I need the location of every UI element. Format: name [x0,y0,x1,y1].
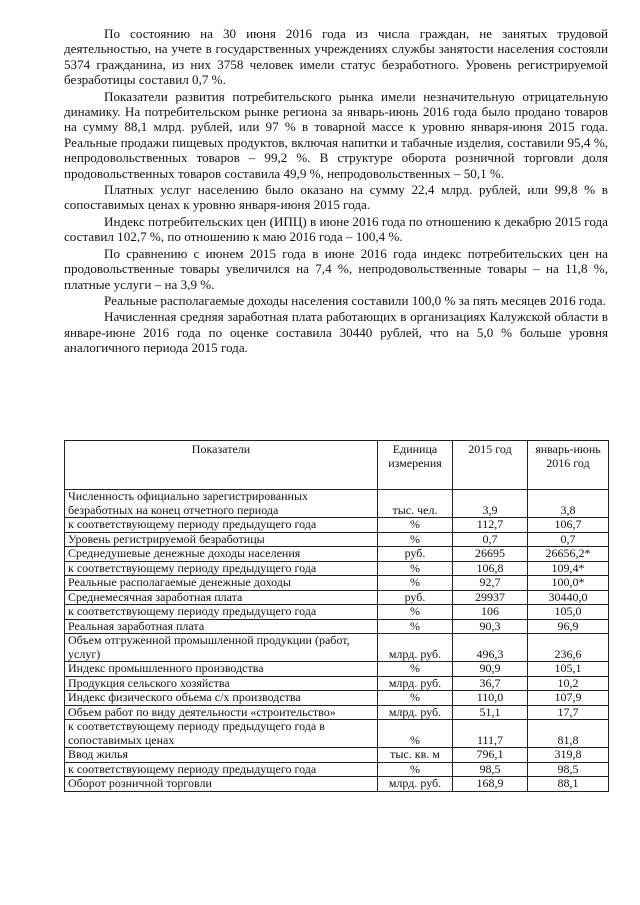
paragraph-real-income: Реальные располагаемые доходы населения составили 100,0 % за пять месяцев 2016 года. [104,292,606,308]
row-value-2015: 0,7 [453,532,528,547]
row-value-2015: 98,5 [453,762,528,777]
row-unit: % [378,561,453,576]
indicators-table [64,440,609,792]
table-row [65,490,609,518]
row-label: Среднемесячная заработная плата [65,590,378,605]
table-body [65,490,609,792]
row-unit: % [378,532,453,547]
header-2016: январь-июнь 2016 год [528,441,609,490]
table-row [65,676,609,691]
table-header-row [65,441,609,490]
report-text [64,26,608,356]
row-unit: млрд. руб. [378,705,453,720]
row-value-2015: 29937 [453,590,528,605]
row-unit: руб. [378,547,453,562]
row-value-2015: 496,3 [453,634,528,662]
row-label: Объем отгруженной промышленной продукции (работ, услуг) [65,634,378,662]
row-unit: % [378,576,453,591]
row-label: Индекс промышленного производства [65,662,378,677]
row-label: к соответствующему периоду предыдущего года [65,561,378,576]
row-label: Оборот розничной торговли [65,777,378,792]
row-unit: % [378,619,453,634]
row-value-2015: 110,0 [453,691,528,706]
table-row [65,590,609,605]
header-indicator: Показатели [65,441,378,490]
table-row [65,634,609,662]
row-unit: % [378,605,453,620]
paragraph-cpi-comparison: По сравнению с июнем 2015 года в июне 2016 года индекс потребительских цен на продовольственные товары увеличился на 7,4 %, непродовольственные товары – на 11,8 %, платные услуги – на 3,9 %. [64,245,608,292]
row-value-2015: 36,7 [453,676,528,691]
row-value-2015: 90,9 [453,662,528,677]
row-value-2016: 107,9 [528,691,609,706]
paragraph-unemployment: По состоянию на 30 июня 2016 года из числа граждан, не занятых трудовой деятельностью, на учете в государственных учреждениях службы занятости населения состояли 5374 гражданина, из них 3758 человек имели статус безработного. Уровень регистрируемой безработицы составил 0,7 %. [64,26,608,88]
row-value-2016: 3,8 [528,490,609,518]
row-label: к соответствующему периоду предыдущего года в сопоставимых ценах [65,720,378,748]
row-unit: млрд. руб. [378,676,453,691]
table-row [65,691,609,706]
paragraph-salary: Начисленная средняя заработная плата работающих в организациях Калужской области в январе-июне 2016 года по оценке составила 30440 рублей, что на 5,0 % больше уровня аналогичного периода 2015 года. [64,309,608,356]
row-value-2016: 236,6 [528,634,609,662]
table-row [65,762,609,777]
table-row [65,532,609,547]
row-value-2016: 30440,0 [528,590,609,605]
row-label: Численность официально зарегистрированных безработных на конец отчетного периода [65,490,378,518]
row-value-2016: 26656,2* [528,547,609,562]
row-value-2016: 100,0* [528,576,609,591]
row-value-2015: 92,7 [453,576,528,591]
row-value-2016: 88,1 [528,777,609,792]
row-value-2016: 81,8 [528,720,609,748]
table-row [65,619,609,634]
paragraph-cpi: Индекс потребительских цен (ИПЦ) в июне 2016 года по отношению к декабрю 2015 года составил 102,7 %, по отношению к маю 2016 года – 100,4 %. [64,213,608,245]
table-row [65,720,609,748]
row-label: Ввод жилья [65,748,378,763]
row-value-2015: 90,3 [453,619,528,634]
row-value-2016: 109,4* [528,561,609,576]
row-unit: тыс. кв. м [378,748,453,763]
table-row [65,748,609,763]
row-label: Продукция сельского хозяйства [65,676,378,691]
row-label: Уровень регистрируемой безработицы [65,532,378,547]
row-value-2016: 105,0 [528,605,609,620]
header-2015: 2015 год [453,441,528,490]
row-value-2016: 105,1 [528,662,609,677]
row-label: к соответствующему периоду предыдущего года [65,605,378,620]
paragraph-consumer-market: Показатели развития потребительского рынка имели незначительную отрицательную динамику. На потребительском рынке региона за январь-июнь 2016 года было продано товаров на сумму 88,1 млрд. рублей, или 97 % в товарной массе к уровню января-июня 2015 года. Реальные продажи пищевых продуктов, включая напитки и табачные изделия, составили 95,4 %, непродовольственных товаров – 99,2 %. В структуре оборота розничной торговли доля продовольственных товаров составила 49,9 %, непродовольственных – 50,1 %. [64,88,608,181]
row-label: к соответствующему периоду предыдущего года [65,518,378,533]
row-unit: % [378,518,453,533]
row-value-2015: 26695 [453,547,528,562]
row-label: Среднедушевые денежные доходы населения [65,547,378,562]
row-value-2016: 106,7 [528,518,609,533]
row-value-2015: 3,9 [453,490,528,518]
row-value-2016: 17,7 [528,705,609,720]
row-value-2015: 106,8 [453,561,528,576]
row-value-2015: 111,7 [453,720,528,748]
row-unit: % [378,762,453,777]
row-unit: млрд. руб. [378,634,453,662]
row-value-2015: 112,7 [453,518,528,533]
table-row [65,777,609,792]
row-unit: % [378,691,453,706]
table-row [65,547,609,562]
row-value-2016: 96,9 [528,619,609,634]
row-unit: руб. [378,590,453,605]
row-value-2015: 168,9 [453,777,528,792]
row-unit: % [378,662,453,677]
table-row [65,605,609,620]
table-row [65,561,609,576]
row-value-2016: 319,8 [528,748,609,763]
row-value-2015: 51,1 [453,705,528,720]
table-row [65,518,609,533]
row-value-2016: 98,5 [528,762,609,777]
paragraph-paid-services: Платных услуг населению было оказано на сумму 22,4 млрд. рублей, или 99,8 % в сопоставимых ценах к уровню января-июня 2015 года. [64,182,608,213]
table-row [65,576,609,591]
row-label: Реальные располагаемые денежные доходы [65,576,378,591]
table-row [65,662,609,677]
row-value-2015: 106 [453,605,528,620]
row-label: к соответствующему периоду предыдущего года [65,762,378,777]
table-row [65,705,609,720]
row-label: Объем работ по виду деятельности «строительство» [65,705,378,720]
row-value-2016: 0,7 [528,532,609,547]
row-label: Реальная заработная плата [65,619,378,634]
row-unit: % [378,720,453,748]
row-unit: млрд. руб. [378,777,453,792]
header-unit: Единица измерения [378,441,453,490]
row-value-2016: 10,2 [528,676,609,691]
row-value-2015: 796,1 [453,748,528,763]
row-label: Индекс физического объема с/х производства [65,691,378,706]
row-unit: тыс. чел. [378,490,453,518]
